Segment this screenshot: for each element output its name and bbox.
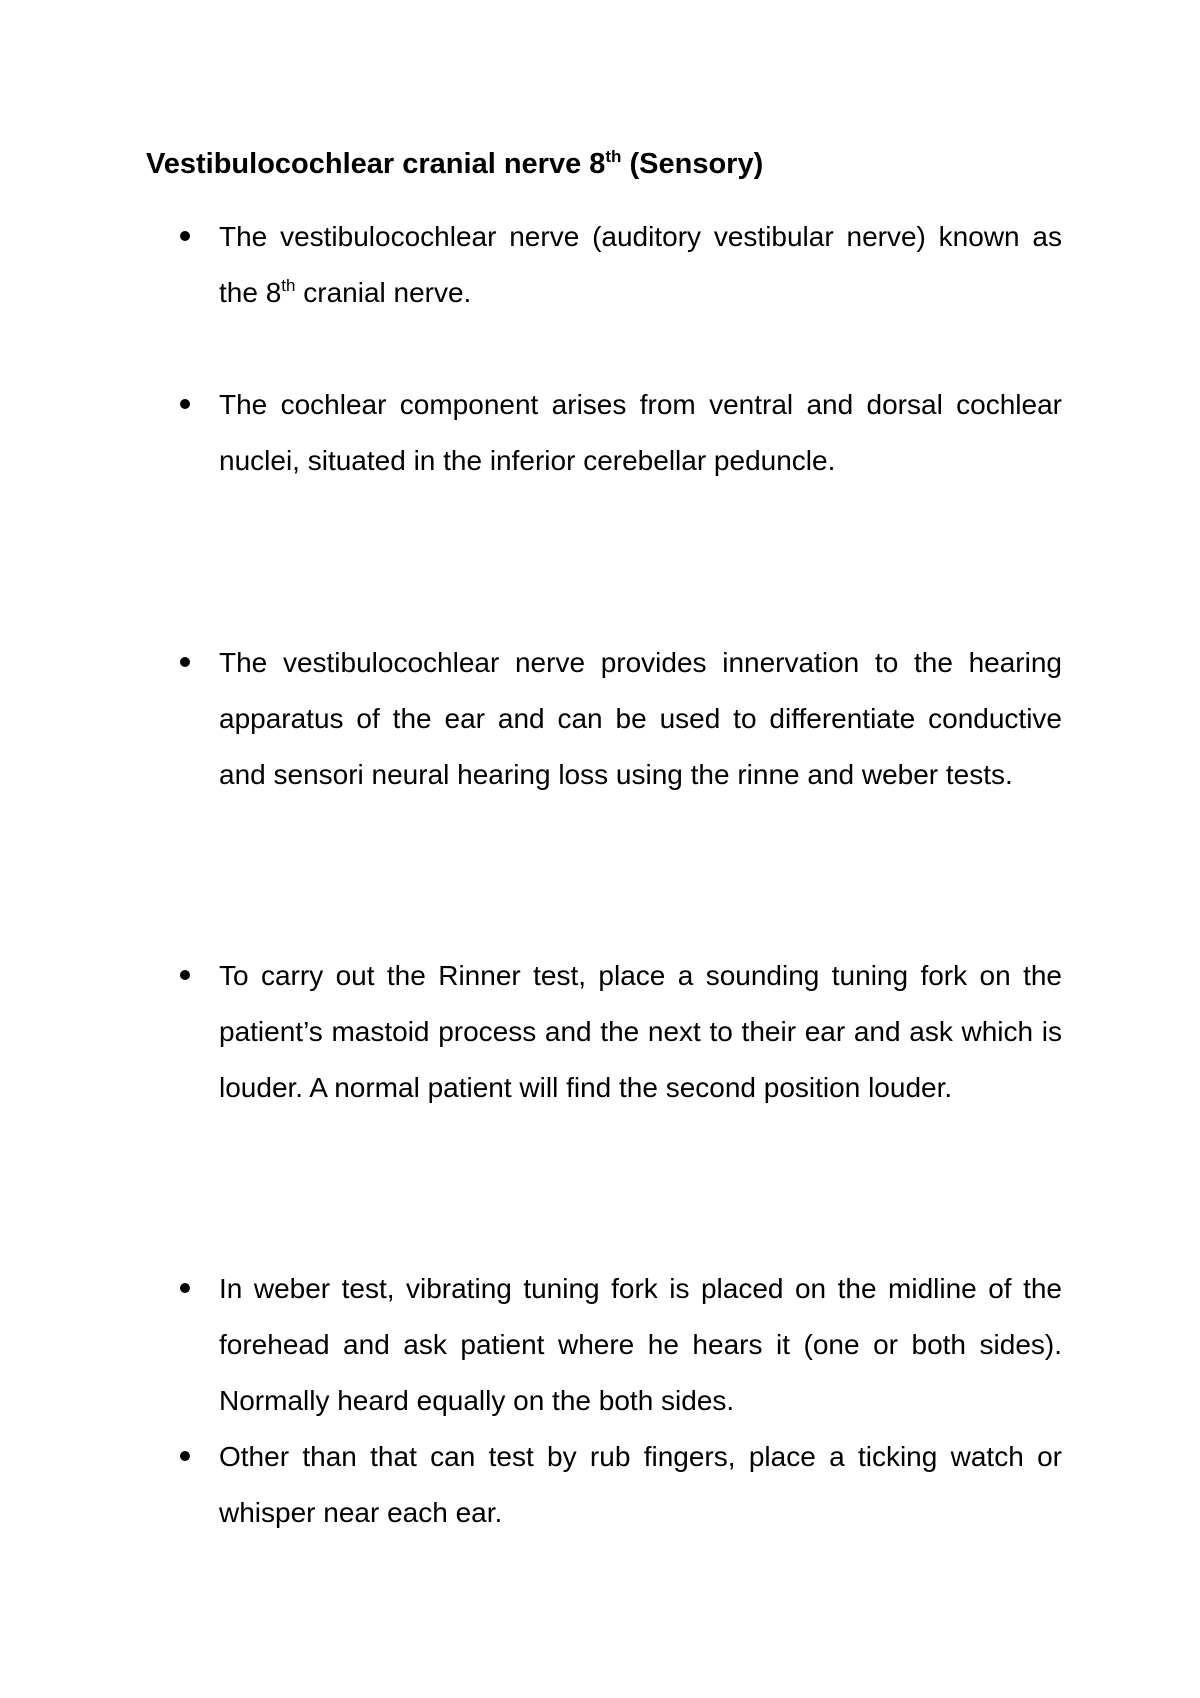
list-item [219, 635, 1062, 803]
section-heading [146, 142, 763, 186]
list-item-text [219, 221, 1062, 308]
list-item [219, 948, 1062, 1116]
heading-superscript: th [605, 147, 622, 166]
list-item-text: In weber test, vibrating tuning fork is placed on the midline of the forehead and ask patient where he hears it (one or both sides). Normally heard equally on the both sides. [219, 1273, 1062, 1416]
bullet-icon [180, 1451, 190, 1461]
bullet-icon [180, 1283, 190, 1293]
list-item-text: The cochlear component arises from ventral and dorsal cochlear nuclei, situated in the inferior cerebellar peduncle. [219, 389, 1062, 476]
list-item-text: The vestibulocochlear nerve provides innervation to the hearing apparatus of the ear and can be used to differentiate conductive and sensori neural hearing loss using the rinne and weber tests. [219, 647, 1062, 790]
bullet-icon [180, 399, 190, 409]
list-item-superscript: th [281, 276, 296, 295]
list-item [219, 209, 1062, 321]
heading-suffix: (Sensory) [621, 148, 764, 180]
list-item [219, 377, 1062, 489]
list-item [219, 1261, 1062, 1429]
bullet-icon [180, 970, 190, 980]
list-item-text-after: cranial nerve. [295, 277, 472, 308]
list-item-text: To carry out the Rinner test, place a sounding tuning fork on the patient’s mastoid process and the next to their ear and ask which is louder. A normal patient will find the second position louder. [219, 960, 1062, 1103]
list-item [219, 1429, 1062, 1541]
heading-text: Vestibulocochlear cranial nerve 8 [146, 148, 606, 180]
bullet-icon [180, 657, 190, 667]
bullet-icon [180, 231, 190, 241]
list-item-text-before: The vestibulocochlear nerve (auditory vestibular nerve) known as the 8 [219, 221, 1062, 308]
list-item-text: Other than that can test by rub fingers, place a ticking watch or whisper near each ear. [219, 1441, 1062, 1528]
